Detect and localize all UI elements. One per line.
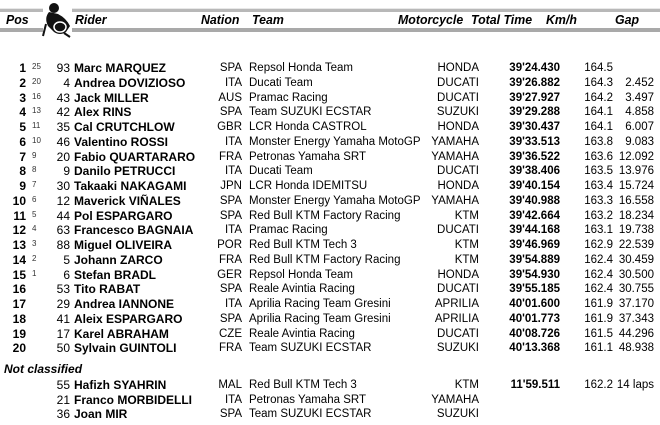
gap: 6.007	[625, 121, 654, 133]
team-name: Aprilia Racing Team Gresini	[249, 298, 391, 310]
position: 10	[12, 193, 26, 208]
result-row	[0, 164, 660, 179]
header-total-time: Total Time	[471, 12, 533, 27]
header-rule-bottom-right	[72, 28, 660, 32]
rider-number: 42	[56, 105, 70, 120]
gap: 30.500	[618, 268, 654, 281]
championship-points: 4	[32, 224, 37, 234]
result-row	[0, 91, 660, 106]
average-speed: 163.3	[584, 194, 613, 207]
average-speed: 164.1	[584, 121, 613, 133]
rider-name: Valentino ROSSI	[74, 134, 169, 149]
team-name: Ducati Team	[249, 165, 313, 178]
rider-number: 30	[56, 179, 70, 193]
nation: GBR	[217, 121, 242, 133]
total-time: 11'59.511	[510, 379, 560, 391]
motorcycle: APRILIA	[434, 298, 479, 310]
team-name: Reale Avintia Racing	[249, 327, 355, 340]
total-time: 39'24.430	[509, 62, 560, 74]
average-speed: 164.3	[584, 76, 613, 89]
rider-number: 43	[56, 90, 70, 105]
rider-number: 35	[56, 120, 70, 134]
nation: CZE	[219, 327, 242, 340]
position: 12	[12, 223, 26, 238]
total-time: 39'40.988	[509, 194, 560, 207]
rider-number: 46	[56, 134, 70, 149]
motorcycle: YAMAHA	[431, 150, 479, 163]
result-row	[0, 407, 660, 422]
rider-name: Miguel OLIVEIRA	[74, 238, 173, 252]
position: 17	[12, 297, 26, 311]
result-row	[0, 393, 660, 408]
gap: 15.724	[618, 180, 654, 192]
rider-name: Joan MIR	[74, 407, 128, 422]
result-row	[0, 76, 660, 91]
motorcycle: DUCATI	[437, 283, 479, 296]
team-name: Repsol Honda Team	[249, 268, 353, 281]
rider-number: 88	[56, 238, 70, 252]
motorcycle: YAMAHA	[431, 393, 479, 406]
championship-points: 5	[32, 209, 37, 219]
total-time: 39'38.406	[509, 165, 560, 178]
nation: AUS	[218, 91, 242, 104]
total-time: 39'44.168	[509, 224, 560, 237]
average-speed: 161.5	[584, 327, 613, 340]
result-row	[0, 150, 660, 165]
championship-points: 6	[32, 194, 37, 204]
rider-number: 53	[56, 282, 70, 297]
average-speed: 162.4	[584, 268, 613, 281]
motorcycle: KTM	[454, 379, 479, 391]
rider-number: 6	[63, 267, 70, 282]
total-time: 39'30.437	[509, 121, 560, 133]
result-row	[0, 223, 660, 238]
gap: 30.755	[618, 283, 654, 296]
gap: 12.092	[618, 150, 654, 163]
gap: 44.296	[618, 327, 654, 340]
rider-number: 20	[56, 149, 70, 164]
gap: 2.452	[625, 76, 654, 89]
motorcycle: HONDA	[437, 62, 479, 74]
result-row	[0, 194, 660, 209]
result-row	[0, 341, 660, 356]
rider-number: 44	[56, 208, 70, 223]
team-name: Ducati Team	[249, 76, 313, 89]
gap: 14 laps	[616, 379, 654, 391]
motorcycle: KTM	[454, 239, 479, 251]
nation: FRA	[219, 253, 242, 266]
gap: 30.459	[618, 253, 654, 266]
gap: 37.343	[618, 312, 654, 325]
championship-points: 11	[32, 121, 41, 130]
rider-name: Andrea IANNONE	[74, 297, 175, 311]
average-speed: 164.2	[584, 91, 613, 104]
total-time: 39'36.522	[509, 150, 560, 163]
average-speed: 163.5	[584, 165, 613, 178]
rider-name: Karel ABRAHAM	[74, 326, 169, 341]
result-row	[0, 282, 660, 297]
nation: SPA	[219, 408, 242, 421]
result-row	[0, 297, 660, 312]
nation: SPA	[219, 283, 242, 296]
championship-points: 25	[32, 62, 41, 71]
position: 9	[19, 179, 26, 193]
result-row	[0, 120, 660, 135]
average-speed: 163.6	[584, 150, 613, 163]
rider-name: Franco MORBIDELLI	[74, 392, 193, 407]
nation: ITA	[224, 224, 242, 237]
total-time: 39'54.889	[509, 253, 560, 266]
position: 18	[12, 311, 26, 326]
rider-name: Takaaki NAKAGAMI	[74, 179, 187, 193]
result-row	[0, 253, 660, 268]
average-speed: 162.4	[584, 283, 613, 296]
team-name: Petronas Yamaha SRT	[249, 150, 366, 163]
team-name: Repsol Honda Team	[249, 62, 353, 74]
header-kmh: Km/h	[546, 12, 577, 27]
motorcycle: DUCATI	[437, 165, 479, 178]
rider-name: Alex RINS	[74, 105, 132, 120]
championship-points: 16	[32, 91, 41, 101]
position: 8	[19, 164, 26, 179]
motorcycle: APRILIA	[434, 312, 479, 325]
result-row	[0, 238, 660, 253]
nation: ITA	[224, 76, 242, 89]
total-time: 40'13.368	[509, 342, 560, 355]
rider-name: Jack MILLER	[74, 90, 149, 105]
motorcycle: HONDA	[437, 268, 479, 281]
total-time: 40'08.726	[509, 327, 560, 340]
motorcycle: SUZUKI	[436, 342, 479, 355]
header-pos: Pos	[6, 12, 29, 27]
gap: 16.558	[618, 194, 654, 207]
rider-number: 41	[56, 311, 70, 326]
team-name: Red Bull KTM Factory Racing	[249, 209, 401, 222]
rider-name: Johann ZARCO	[74, 252, 163, 267]
motorcycle: SUZUKI	[436, 408, 479, 421]
rider-number: 5	[63, 252, 70, 267]
position: 15	[12, 267, 26, 282]
gap: 37.170	[618, 298, 654, 310]
team-name: Monster Energy Yamaha MotoGP	[249, 135, 421, 148]
rider-name: Marc MARQUEZ	[74, 61, 167, 75]
rider-number: 55	[56, 378, 70, 392]
average-speed: 163.2	[584, 209, 613, 222]
position: 5	[19, 120, 26, 134]
position: 4	[19, 105, 26, 120]
result-row	[0, 312, 660, 327]
rider-number: 9	[63, 164, 70, 179]
team-name: Pramac Racing	[249, 91, 328, 104]
team-name: LCR Honda CASTROL	[249, 121, 367, 133]
result-row	[0, 135, 660, 150]
championship-points: 1	[32, 268, 37, 278]
team-name: Team SUZUKI ECSTAR	[249, 106, 372, 119]
team-name: Red Bull KTM Tech 3	[249, 379, 357, 391]
motorcycle: HONDA	[437, 180, 479, 192]
total-time: 39'42.664	[509, 209, 560, 222]
championship-points: 20	[32, 76, 41, 86]
championship-points: 13	[32, 106, 41, 116]
total-time: 39'54.930	[509, 268, 560, 281]
rider-name: Stefan BRADL	[74, 267, 157, 282]
gap: 19.738	[618, 224, 654, 237]
position: 3	[19, 90, 26, 105]
gap: 3.497	[625, 91, 654, 104]
rider-number: 4	[63, 75, 70, 90]
position: 7	[19, 149, 26, 164]
championship-points: 2	[32, 253, 37, 263]
nation: ITA	[224, 135, 242, 148]
gap: 18.234	[618, 209, 654, 222]
header-motorcycle: Motorcycle	[398, 12, 464, 27]
rider-name: Aleix ESPARGARO	[74, 311, 183, 326]
nation: ITA	[224, 393, 242, 406]
team-name: Team SUZUKI ECSTAR	[249, 408, 372, 421]
rider-number: 17	[56, 326, 70, 341]
motorcycle: DUCATI	[437, 224, 479, 237]
rider-number: 12	[56, 193, 70, 208]
gap: 4.858	[625, 106, 654, 119]
rider-name: Pol ESPARGARO	[74, 208, 173, 223]
team-name: Red Bull KTM Factory Racing	[249, 253, 401, 266]
position: 16	[12, 282, 26, 297]
rider-name: Francesco BAGNAIA	[74, 223, 194, 238]
position: 1	[19, 61, 26, 75]
average-speed: 162.4	[584, 253, 613, 266]
motorcycle: DUCATI	[437, 91, 479, 104]
nation: SPA	[219, 62, 242, 74]
total-time: 39'29.288	[509, 106, 560, 119]
motorcycle: SUZUKI	[436, 106, 479, 119]
total-time: 39'27.927	[509, 91, 560, 104]
average-speed: 161.1	[584, 342, 613, 355]
rider-name: Cal CRUTCHLOW	[74, 120, 175, 134]
championship-points: 7	[32, 180, 37, 189]
team-name: Pramac Racing	[249, 224, 328, 237]
championship-points: 9	[32, 150, 37, 160]
rider-name: Hafizh SYAHRIN	[74, 378, 167, 392]
average-speed: 164.1	[584, 106, 613, 119]
total-time: 39'33.513	[509, 135, 560, 148]
nation: MAL	[218, 379, 242, 391]
team-name: Petronas Yamaha SRT	[249, 393, 366, 406]
nation: FRA	[219, 150, 242, 163]
team-name: Team SUZUKI ECSTAR	[249, 342, 372, 355]
nation: SPA	[219, 194, 242, 207]
result-row	[0, 105, 660, 120]
average-speed: 163.1	[584, 224, 613, 237]
gap: 13.976	[618, 165, 654, 178]
header-gap: Gap	[615, 12, 640, 27]
motorcycle: DUCATI	[437, 327, 479, 340]
team-name: Red Bull KTM Tech 3	[249, 239, 357, 251]
gap: 48.938	[618, 342, 654, 355]
motorcycle: YAMAHA	[431, 135, 479, 148]
nation: POR	[217, 239, 242, 251]
result-row	[0, 61, 660, 76]
nation: SPA	[219, 209, 242, 222]
rider-number: 29	[56, 297, 70, 311]
rider-number: 93	[56, 61, 70, 75]
header-nation: Nation	[201, 12, 240, 27]
position: 14	[12, 252, 26, 267]
nation: SPA	[219, 312, 242, 325]
motorcycle: KTM	[454, 253, 479, 266]
total-time: 39'40.154	[509, 180, 560, 192]
rider-number: 63	[56, 223, 70, 238]
gap: 22.539	[618, 239, 654, 251]
motorcycle: HONDA	[437, 121, 479, 133]
rider-name: Danilo PETRUCCI	[74, 164, 176, 179]
rider-number: 36	[56, 407, 70, 422]
result-row	[0, 268, 660, 283]
result-row	[0, 378, 660, 393]
position: 2	[19, 75, 26, 90]
average-speed: 162.2	[584, 379, 613, 391]
rider-name: Maverick VIÑALES	[74, 193, 181, 208]
championship-points: 10	[32, 135, 41, 145]
position: 6	[19, 134, 26, 149]
nation: ITA	[224, 298, 242, 310]
rider-number: 21	[56, 392, 70, 407]
nation: FRA	[219, 342, 242, 355]
championship-points: 8	[32, 165, 37, 175]
total-time: 39'55.185	[509, 283, 560, 296]
not-classified-heading: Not classified	[4, 362, 83, 376]
position: 20	[12, 341, 26, 356]
header-team: Team	[252, 12, 284, 27]
motorcycle: KTM	[454, 209, 479, 222]
championship-points: 3	[32, 239, 37, 248]
average-speed: 162.9	[584, 239, 613, 251]
nation: GER	[217, 268, 242, 281]
motorcycle: YAMAHA	[431, 194, 479, 207]
average-speed: 163.8	[584, 135, 613, 148]
rider-name: Fabio QUARTARARO	[74, 149, 196, 164]
position: 19	[12, 326, 26, 341]
total-time: 40'01.773	[509, 312, 560, 325]
nation: ITA	[224, 165, 242, 178]
header-rule-bottom-left	[0, 28, 43, 32]
header-rider: Rider	[75, 12, 107, 27]
result-row	[0, 209, 660, 224]
motorcycle: DUCATI	[437, 76, 479, 89]
team-name: Aprilia Racing Team Gresini	[249, 312, 391, 325]
result-row	[0, 179, 660, 194]
nation: SPA	[219, 106, 242, 119]
gap: 9.083	[625, 135, 654, 148]
rider-number: 50	[56, 341, 70, 356]
position: 11	[13, 208, 26, 223]
average-speed: 164.5	[584, 62, 613, 74]
rider-name: Andrea DOVIZIOSO	[74, 75, 186, 90]
rider-name: Sylvain GUINTOLI	[74, 341, 177, 356]
team-name: Monster Energy Yamaha MotoGP	[249, 194, 421, 207]
nation: JPN	[220, 180, 242, 192]
position: 13	[12, 238, 26, 252]
team-name: Reale Avintia Racing	[249, 283, 355, 296]
result-row	[0, 327, 660, 342]
motorcycle-rider-icon	[40, 2, 74, 38]
average-speed: 161.9	[584, 298, 613, 310]
average-speed: 163.4	[584, 180, 613, 192]
total-time: 39'46.969	[509, 239, 560, 251]
average-speed: 161.9	[584, 312, 613, 325]
team-name: LCR Honda IDEMITSU	[249, 180, 368, 192]
total-time: 40'01.600	[509, 298, 560, 310]
rider-name: Tito RABAT	[74, 282, 141, 297]
total-time: 39'26.882	[509, 76, 560, 89]
